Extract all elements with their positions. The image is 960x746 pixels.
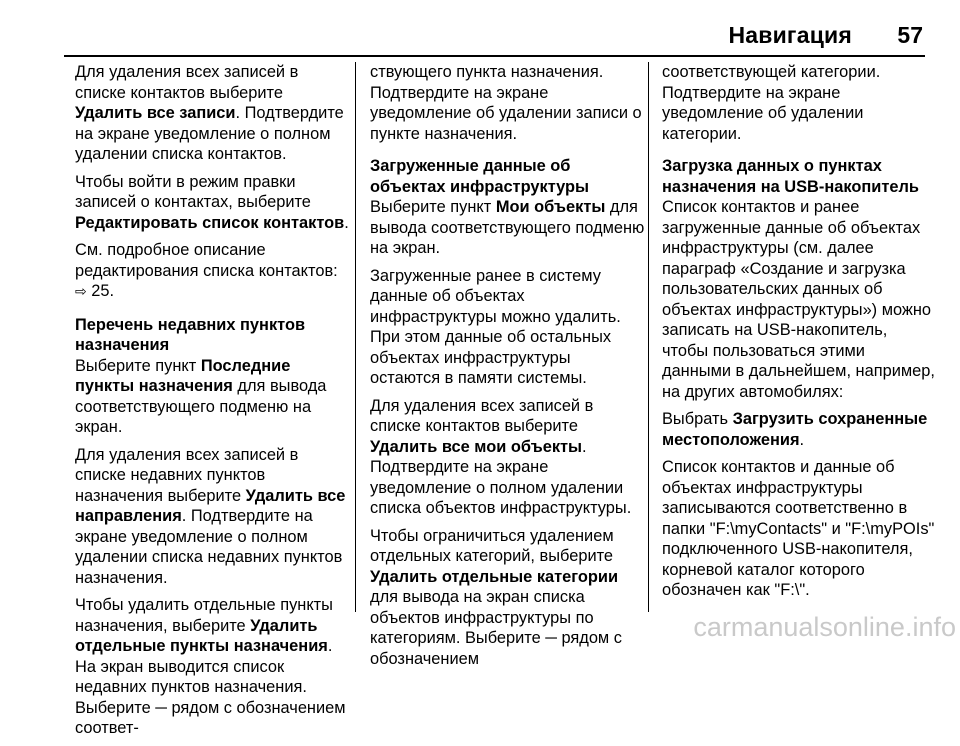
- paragraph: Чтобы войти в режим правки записей о контактах, выберите Редактировать список контактов.: [75, 172, 349, 232]
- column-divider: [648, 62, 649, 612]
- paragraph: См. подробное описание редактирования списка контактов: ⇨ 25.: [75, 241, 338, 300]
- menu-option-recent-destinations: Последние пункты назначения: [75, 356, 291, 395]
- paragraph: Для удаления всех записей в списке контактов выберите Удалить все мои объекты. Подтвердите на экране уведомление о полном удалении списка объектов инфраструктуры.: [370, 396, 632, 517]
- menu-option-my-pois: Мои объекты: [495, 198, 606, 216]
- paragraph: ствующего пункта назначения. Подтвердите на экране уведомление об удалении записи о пункте назначения.: [370, 63, 642, 143]
- paragraph: соответствующей категории. Подтвердите на экране уведомление об удалении категории.: [662, 63, 881, 143]
- watermark: carmanualsonline.info: [693, 612, 956, 642]
- menu-option-delete-all-destinations: Удалить все направления: [75, 486, 346, 525]
- paragraph: Чтобы удалить отдельные пункты назначения, выберите Удалить отдельные пункты назначения. На экран выводится список недавних пунктов назначения. Выберите ─ рядом с обозначением соответ-: [75, 596, 346, 737]
- page-ref-icon: ⇨: [75, 284, 87, 300]
- paragraph: Список контактов и данные об объектах инфраструктуры записываются соответственно в папки "F:\myContacts" и "F:\myPOIs" подключенного USB-накопителя, корневой каталог которого обозначен как "F:\".: [662, 458, 935, 599]
- column-divider: [355, 62, 356, 612]
- paragraph: Выберите пункт Мои объекты для вывода соответствующего подменю на экран.: [370, 198, 645, 257]
- menu-option-delete-individual-categories: Удалить отдельные категории: [370, 567, 619, 586]
- paragraph: Для удаления всех записей в списке недавних пунктов назначения выберите Удалить все направления. Подтвердите на экране уведомление о полном удалении списка недавних пунктов назначения.: [75, 445, 346, 587]
- menu-option-edit-contacts: Редактировать список контактов: [75, 213, 345, 232]
- paragraph: Для удаления всех записей в списке контактов выберите Удалить все записи. Подтвердите на экране уведомление о полном удалении списка контактов.: [75, 63, 344, 163]
- menu-option-delete-all: Удалить все записи: [75, 104, 236, 122]
- section-heading: Загрузка данных о пунктах назначения на USB-накопитель: [662, 157, 919, 196]
- menu-option-delete-all-pois: Удалить все мои объекты: [370, 437, 583, 456]
- paragraph: Список контактов и ранее загруженные данные об объектах инфраструктуры (см. далее параграф «Создание и загрузка пользовательских данных об объектах инфраструктуры») можно записать на USB-накопитель, чтобы пользоваться этими данными в дальнейшем, например, на других автомобилях:: [662, 198, 935, 401]
- menu-option-delete-individual-destinations: Удалить отдельные пункты назначения: [75, 616, 328, 655]
- page-title: Навигация: [728, 22, 852, 48]
- page-header: [0, 0, 960, 58]
- column-3: [662, 62, 937, 608]
- page-number: 57: [897, 22, 923, 48]
- paragraph: Загруженные ранее в систему данные об объектах инфраструктуры можно удалить. При этом данные об остальных объектах инфраструктуры остаются в памяти системы.: [370, 266, 621, 387]
- header-rule: [64, 55, 925, 57]
- section-heading: Перечень недавних пунктов назначения: [75, 315, 306, 354]
- paragraph: Чтобы ограничиться удалением отдельных категорий, выберите Удалить отдельные категории для вывода на экран списка объектов инфраструктуры по категориям. Выберите ─ рядом с обозначением: [370, 526, 622, 668]
- section-heading: Загруженные данные об объектах инфраструктуры: [370, 157, 590, 196]
- paragraph: Выберите пункт Последние пункты назначения для вывода соответствующего подменю на экран.: [75, 356, 327, 436]
- paragraph: Выбрать Загрузить сохраненные местоположения.: [662, 410, 928, 449]
- column-2: [370, 62, 645, 676]
- menu-option-upload-locations: Загрузить сохраненные местоположения: [662, 410, 928, 449]
